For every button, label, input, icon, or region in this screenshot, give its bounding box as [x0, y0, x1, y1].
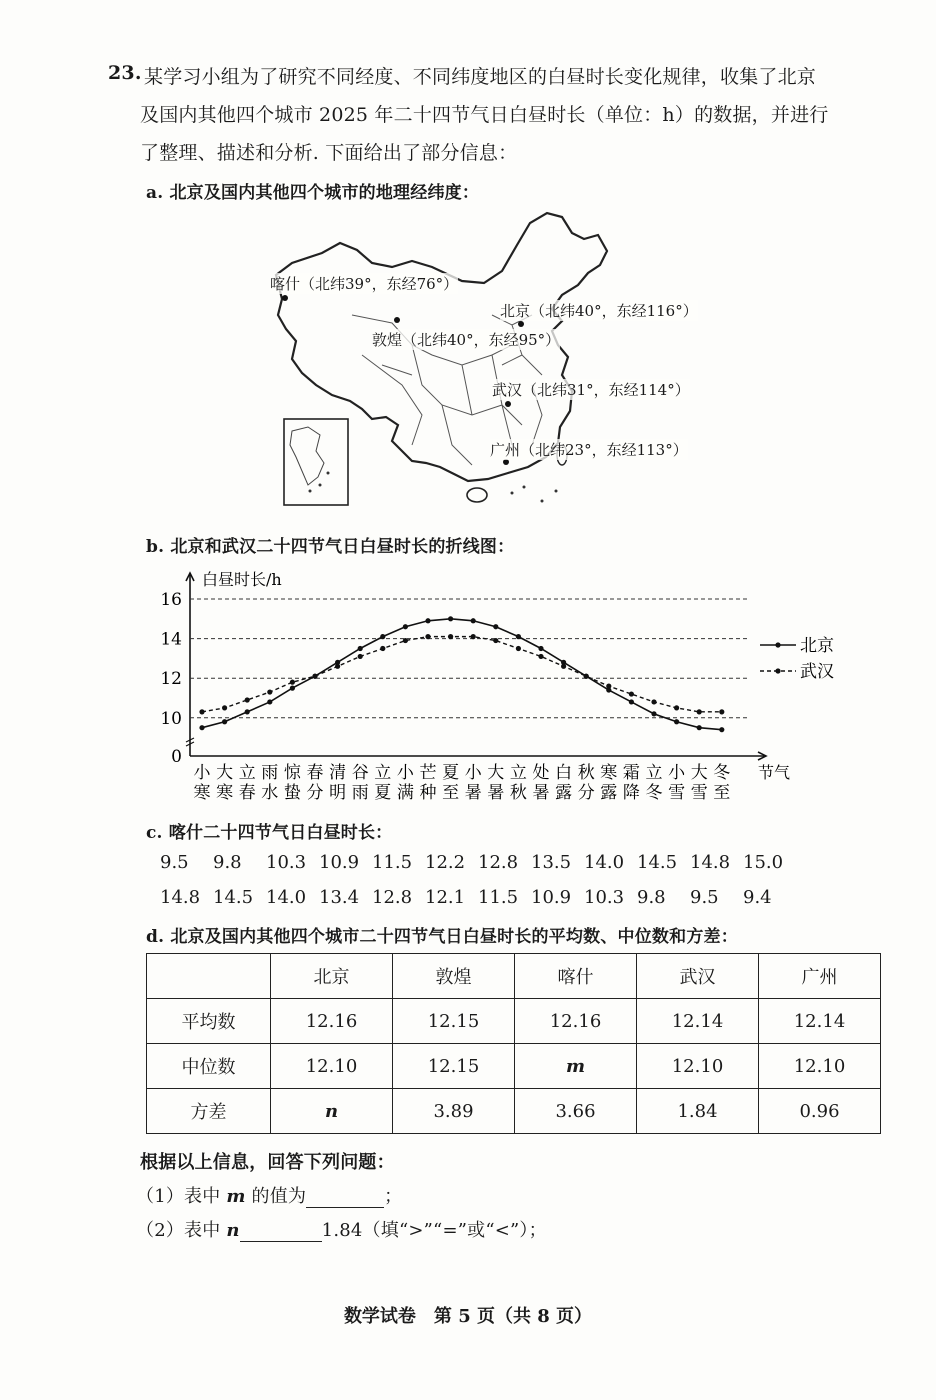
point-wuhan [267, 689, 272, 694]
x-tick-label-top: 寒 [600, 763, 618, 783]
x-tick-label-bottom: 雨 [351, 783, 369, 803]
point-wuhan [290, 680, 295, 685]
table-header-cell: 北京 [271, 954, 393, 999]
x-tick-label-top: 白 [555, 763, 573, 783]
legend-marker [775, 668, 780, 673]
table-cell: 方差 [147, 1089, 271, 1134]
point-beijing [358, 646, 363, 651]
x-tick-label-bottom: 露 [555, 783, 573, 803]
point-beijing [471, 618, 476, 623]
x-tick-label-top: 大 [690, 763, 708, 783]
x-tick-label-top: 霜 [622, 763, 640, 783]
point-wuhan [516, 646, 521, 651]
table-cell: 平均数 [147, 999, 271, 1044]
y-tick-label: 12 [160, 669, 182, 690]
kashi-value: 9.5 [160, 852, 189, 873]
x-tick-label-top: 立 [509, 763, 527, 783]
x-tick-label-bottom: 暑 [464, 783, 482, 803]
kashi-value: 13.4 [319, 887, 360, 908]
daylight-line-chart [150, 565, 834, 810]
table-cell: 0.96 [759, 1089, 881, 1134]
x-tick-label-top: 秋 [577, 763, 595, 783]
point-beijing [674, 719, 679, 724]
point-beijing [425, 618, 430, 623]
table-cell: 中位数 [147, 1044, 271, 1089]
x-tick-label-bottom: 暑 [487, 783, 505, 803]
wuhan-dot [505, 401, 511, 407]
point-wuhan [651, 699, 656, 704]
q1-end: ； [384, 1186, 403, 1207]
x-tick-label-bottom: 蛰 [283, 783, 301, 803]
point-beijing [493, 624, 498, 629]
point-wuhan [448, 634, 453, 639]
y-tick-label: 10 [160, 708, 182, 729]
china-map-outline [262, 205, 722, 515]
kashi-value: 12.8 [478, 852, 519, 873]
dunhuang-dot [394, 317, 400, 323]
point-wuhan [719, 709, 724, 714]
point-wuhan [245, 697, 250, 702]
point-beijing [651, 711, 656, 716]
point-wuhan [335, 664, 340, 669]
x-tick-label-top: 夏 [442, 763, 460, 783]
x-tick-label-top: 清 [329, 763, 347, 783]
questions-intro: 根据以上信息，回答下列问题： [140, 1152, 395, 1173]
point-wuhan [380, 646, 385, 651]
point-beijing [290, 686, 295, 691]
point-beijing [538, 646, 543, 651]
chart-svg [150, 565, 834, 810]
legend-marker [775, 642, 780, 647]
table-row [147, 1044, 881, 1089]
question-line-3: 了整理、描述和分析. 下面给出了部分信息： [140, 142, 518, 164]
table-row [147, 999, 881, 1044]
point-wuhan [606, 684, 611, 689]
x-tick-label-bottom: 降 [622, 783, 640, 803]
table-cell: 12.14 [759, 999, 881, 1044]
x-tick-label-bottom: 夏 [374, 783, 392, 803]
y-tick-label: 14 [160, 629, 182, 650]
x-tick-label-top: 大 [487, 763, 505, 783]
x-tick-label-top: 立 [374, 763, 392, 783]
kashi-value: 14.0 [266, 887, 307, 908]
y-tick-label: 16 [160, 590, 182, 610]
point-beijing [222, 719, 227, 724]
point-wuhan [493, 638, 498, 643]
kashi-value: 10.3 [266, 852, 307, 873]
kashi-value: 14.8 [160, 887, 201, 908]
x-tick-label-bottom: 雪 [690, 783, 708, 803]
q2-variable: n [226, 1220, 240, 1241]
table-header-cell: 武汉 [637, 954, 759, 999]
x-tick-label-top: 惊 [283, 763, 301, 783]
kashi-value: 13.5 [531, 852, 572, 873]
kashi-value: 14.5 [637, 852, 678, 873]
point-beijing [403, 624, 408, 629]
point-beijing [267, 699, 272, 704]
legend-label: 武汉 [800, 662, 834, 682]
x-tick-label-top: 大 [216, 763, 234, 783]
point-wuhan [584, 674, 589, 679]
kashi-data-row-2 [160, 887, 796, 908]
q2-prefix: （2）表中 [136, 1220, 227, 1241]
stats-table [146, 953, 881, 1134]
point-beijing [448, 616, 453, 621]
point-wuhan [425, 634, 430, 639]
y-axis-label: 白昼时长/h [202, 570, 282, 589]
table-header-cell: 喀什 [515, 954, 637, 999]
x-tick-label-top: 处 [532, 763, 550, 783]
point-beijing [245, 709, 250, 714]
point-wuhan [538, 654, 543, 659]
q1-suffix: 的值为 [245, 1186, 307, 1207]
table-cell: 12.10 [759, 1044, 881, 1089]
point-beijing [516, 634, 521, 639]
question-2 [136, 1216, 547, 1242]
kashi-value: 9.8 [213, 852, 242, 873]
kashi-value: 12.1 [425, 887, 466, 908]
table-cell: 12.10 [637, 1044, 759, 1089]
x-tick-label-bottom: 至 [442, 783, 460, 803]
q1-answer-blank[interactable] [306, 1186, 384, 1208]
q2-answer-blank[interactable] [240, 1220, 322, 1242]
x-tick-label-bottom: 分 [306, 783, 324, 803]
kashi-value: 12.8 [372, 887, 413, 908]
q1-prefix: （1）表中 [136, 1186, 227, 1207]
wuhan-label: 武汉（北纬31°，东经114°） [492, 381, 690, 399]
table-cell: 3.66 [515, 1089, 637, 1134]
kashi-value: 9.4 [743, 887, 772, 908]
point-wuhan [358, 654, 363, 659]
table-cell: 1.84 [637, 1089, 759, 1134]
kashi-data-row-1 [160, 852, 796, 873]
point-beijing [697, 725, 702, 730]
x-tick-label-bottom: 种 [419, 783, 437, 803]
question-line-1: 某学习小组为了研究不同经度、不同纬度地区的白昼时长变化规律，收集了北京 [144, 66, 817, 88]
table-cell: 12.15 [393, 999, 515, 1044]
x-tick-label-bottom: 水 [261, 783, 279, 803]
table-header-cell: 敦煌 [393, 954, 515, 999]
point-beijing [199, 725, 204, 730]
point-beijing [719, 727, 724, 732]
table-cell: 12.14 [637, 999, 759, 1044]
x-tick-label-bottom: 冬 [645, 783, 663, 803]
part-a-title: a. 北京及国内其他四个城市的地理经纬度： [146, 183, 480, 203]
x-tick-label-bottom: 春 [238, 783, 256, 803]
kashi-value: 9.5 [690, 887, 719, 908]
point-wuhan [561, 664, 566, 669]
table-cell-variable: m [515, 1044, 637, 1089]
point-wuhan [471, 634, 476, 639]
x-tick-label-top: 立 [238, 763, 256, 783]
kashi-value: 14.5 [213, 887, 254, 908]
table-cell: 12.16 [271, 999, 393, 1044]
kashi-value: 12.2 [425, 852, 466, 873]
kashi-value: 15.0 [743, 852, 784, 873]
q2-suffix: 1.84（填“>”“=”或“<”）； [321, 1220, 547, 1241]
kashi-value: 11.5 [372, 852, 413, 873]
table-cell: 12.15 [393, 1044, 515, 1089]
x-tick-label-bottom: 雪 [668, 783, 686, 803]
x-tick-label-top: 冬 [713, 763, 731, 783]
x-axis-label: 节气 [758, 763, 791, 782]
x-tick-label-bottom: 分 [577, 783, 595, 803]
point-beijing [380, 634, 385, 639]
table-cell: 3.89 [393, 1089, 515, 1134]
table-header-cell [147, 954, 271, 999]
point-wuhan [312, 674, 317, 679]
dunhuang-label: 敦煌（北纬40°，东经95°） [372, 331, 561, 349]
table-cell: 12.16 [515, 999, 637, 1044]
question-line-2: 及国内其他四个城市 2025 年二十四节气日白昼时长（单位：h）的数据，并进行 [140, 104, 829, 126]
table-cell: 12.10 [271, 1044, 393, 1089]
x-tick-label-bottom: 满 [396, 783, 414, 803]
x-tick-label-top: 芒 [419, 763, 437, 783]
kashi-dot [282, 295, 288, 301]
legend-label: 北京 [800, 636, 834, 656]
point-beijing [629, 699, 634, 704]
x-tick-label-bottom: 寒 [193, 783, 211, 803]
page-footer: 数学试卷 第 5 页（共 8 页） [343, 1306, 593, 1327]
kashi-value: 14.0 [584, 852, 625, 873]
x-tick-label-top: 立 [645, 763, 663, 783]
x-tick-label-bottom: 至 [713, 783, 731, 803]
part-d-title: d. 北京及国内其他四个城市二十四节气日白昼时长的平均数、中位数和方差： [146, 927, 738, 947]
kashi-value: 10.3 [584, 887, 625, 908]
series-line-beijing [202, 619, 722, 730]
x-tick-label-top: 小 [668, 763, 686, 783]
beijing-label: 北京（北纬40°，东经116°） [500, 302, 698, 320]
kashi-value: 11.5 [478, 887, 519, 908]
point-wuhan [222, 705, 227, 710]
x-tick-label-bottom: 寒 [216, 783, 234, 803]
question-1 [136, 1182, 402, 1208]
guangzhou-label: 广州（北纬23°，东经113°） [490, 441, 688, 459]
x-tick-label-bottom: 暑 [532, 783, 550, 803]
y-tick-label: 0 [171, 747, 182, 767]
point-wuhan [629, 691, 634, 696]
kashi-value: 14.8 [690, 852, 731, 873]
table-cell-variable: n [271, 1089, 393, 1134]
point-wuhan [199, 709, 204, 714]
kashi-value: 10.9 [531, 887, 572, 908]
point-wuhan [403, 638, 408, 643]
kashi-value: 9.8 [637, 887, 666, 908]
point-wuhan [674, 705, 679, 710]
series-line-wuhan [202, 637, 722, 712]
beijing-dot [518, 321, 524, 327]
part-b-title: b. 北京和武汉二十四节气日白昼时长的折线图： [146, 537, 515, 557]
x-tick-label-top: 谷 [351, 763, 369, 783]
x-tick-label-bottom: 露 [600, 783, 618, 803]
x-tick-label-top: 小 [396, 763, 414, 783]
x-tick-label-top: 小 [464, 763, 482, 783]
point-wuhan [697, 709, 702, 714]
kashi-label: 喀什（北纬39°，东经76°） [270, 275, 459, 293]
kashi-value: 10.9 [319, 852, 360, 873]
part-c-title: c. 喀什二十四节气日白昼时长： [146, 823, 393, 843]
x-tick-label-top: 雨 [261, 763, 279, 783]
x-tick-label-bottom: 明 [329, 783, 347, 803]
table-header-cell: 广州 [759, 954, 881, 999]
q1-variable: m [226, 1186, 246, 1207]
china-map [262, 205, 722, 515]
x-tick-label-bottom: 秋 [509, 783, 527, 803]
table-header-row [147, 954, 881, 999]
x-tick-label-top: 春 [306, 763, 324, 783]
question-number: 23. [108, 62, 142, 84]
table-row [147, 1089, 881, 1134]
x-tick-label-top: 小 [193, 763, 211, 783]
